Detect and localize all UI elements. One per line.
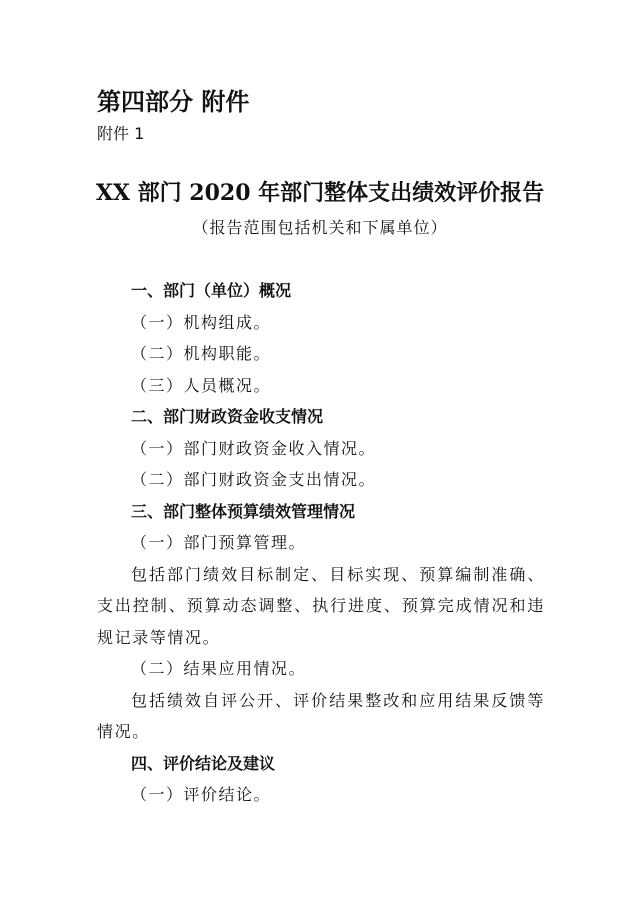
annex-label: 附件 1: [97, 124, 145, 143]
section-item: （一）部门预算管理。: [131, 533, 307, 552]
section-item: （二）结果应用情况。: [131, 659, 307, 678]
section-paragraph: 包括绩效自评公开、评价结果整改和应用结果反馈等情况。: [97, 690, 545, 741]
section-item: （一）部门财政资金收入情况。: [131, 438, 377, 458]
section-item: （一）评价结论。: [131, 785, 272, 804]
section-heading-3: 三、部门整体预算绩效管理情况: [131, 501, 356, 521]
section-heading-2: 二、部门财政资金收支情况: [131, 407, 324, 426]
section-paragraph: 包括部门绩效目标制定、目标实现、预算编制准确、支出控制、预算动态调整、执行进度、预算完成情况和违规记录等情况。: [97, 564, 545, 647]
section-item: （二）机构职能。: [131, 344, 272, 363]
section-heading-4: 四、评价结论及建议: [131, 753, 276, 773]
section-item: （二）部门财政资金支出情况。: [131, 470, 377, 489]
section-item: （三）人员概况。: [131, 375, 272, 395]
section-item: （一）机构组成。: [131, 312, 272, 332]
report-subtitle: （报告范围包括机关和下属单位）: [192, 218, 448, 237]
report-title: XX 部门 2020 年部门整体支出绩效评价报告: [95, 180, 545, 206]
part-title: 第四部分 附件: [97, 88, 250, 116]
section-heading-1: 一、部门（单位）概况: [131, 281, 292, 300]
report-outline: [97, 275, 545, 811]
